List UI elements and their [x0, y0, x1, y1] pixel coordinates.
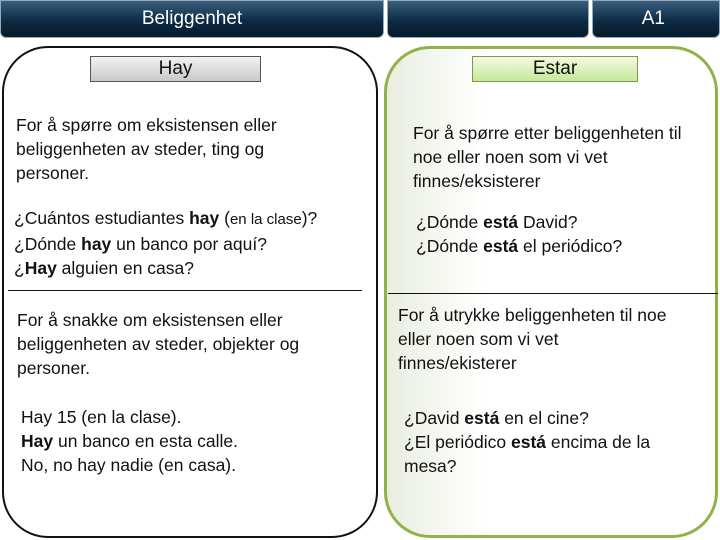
hay-divider	[8, 290, 362, 291]
estar-examples	[404, 406, 650, 478]
estar-definition-2	[398, 303, 667, 375]
hay-definition-2-line: personer.	[17, 358, 90, 378]
hay-definition	[16, 113, 277, 185]
estar-question-1: ¿Dónde está David?	[416, 212, 578, 232]
hay-question-3: ¿Hay alguien en casa?	[14, 258, 195, 278]
estar-definition-line: noe eller noen som vi vet	[413, 147, 608, 167]
hay-definition-2	[17, 308, 299, 380]
hay-example-3: No, no hay nadie (en casa).	[21, 455, 236, 475]
estar-definition-2-line: eller noen som vi vet	[398, 329, 559, 349]
estar-question-2: ¿Dónde está el periódico?	[416, 236, 623, 256]
header-level: A1	[641, 8, 665, 29]
hay-definition-2-line: beliggenheten av steder, objekter og	[17, 334, 300, 354]
hay-question-2: ¿Dónde hay un banco por aquí?	[14, 234, 267, 254]
hay-definition-line: beliggenheten av steder, ting og	[16, 139, 265, 159]
hay-definition-line: personer.	[16, 163, 89, 183]
estar-example-3: mesa?	[404, 456, 457, 476]
hay-definition-line: For å spørre om eksistensen eller	[16, 115, 277, 135]
estar-example-2: ¿El periódico está encima de la	[404, 432, 651, 452]
estar-definition	[413, 121, 681, 193]
header-title-bar	[0, 0, 384, 38]
header-level-bar	[592, 0, 720, 38]
hay-question-1: ¿Cuántos estudiantes hay (en la clase)?	[14, 208, 318, 228]
hay-questions	[14, 206, 317, 280]
hay-examples	[21, 405, 238, 477]
hay-label-text: Hay	[158, 58, 193, 79]
estar-label	[472, 56, 638, 82]
hay-definition-2-line: For å snakke om eksistensen eller	[17, 310, 283, 330]
hay-label	[90, 56, 261, 82]
estar-example-1: ¿David está en el cine?	[404, 408, 589, 428]
estar-divider	[388, 293, 718, 294]
hay-example-2: Hay un banco en esta calle.	[21, 431, 238, 451]
hay-example-1: Hay 15 (en la clase).	[21, 407, 182, 427]
estar-definition-2-line: finnes/ekisterer	[398, 353, 517, 373]
header-middle-bar	[387, 0, 589, 38]
estar-questions	[416, 210, 622, 258]
header-title: Beliggenhet	[141, 8, 243, 29]
estar-definition-line: finnes/eksisterer	[413, 171, 541, 191]
estar-definition-2-line: For å utrykke beliggenheten til noe	[398, 305, 667, 325]
estar-label-text: Estar	[532, 58, 578, 79]
estar-definition-line: For å spørre etter beliggenheten til	[413, 123, 682, 143]
